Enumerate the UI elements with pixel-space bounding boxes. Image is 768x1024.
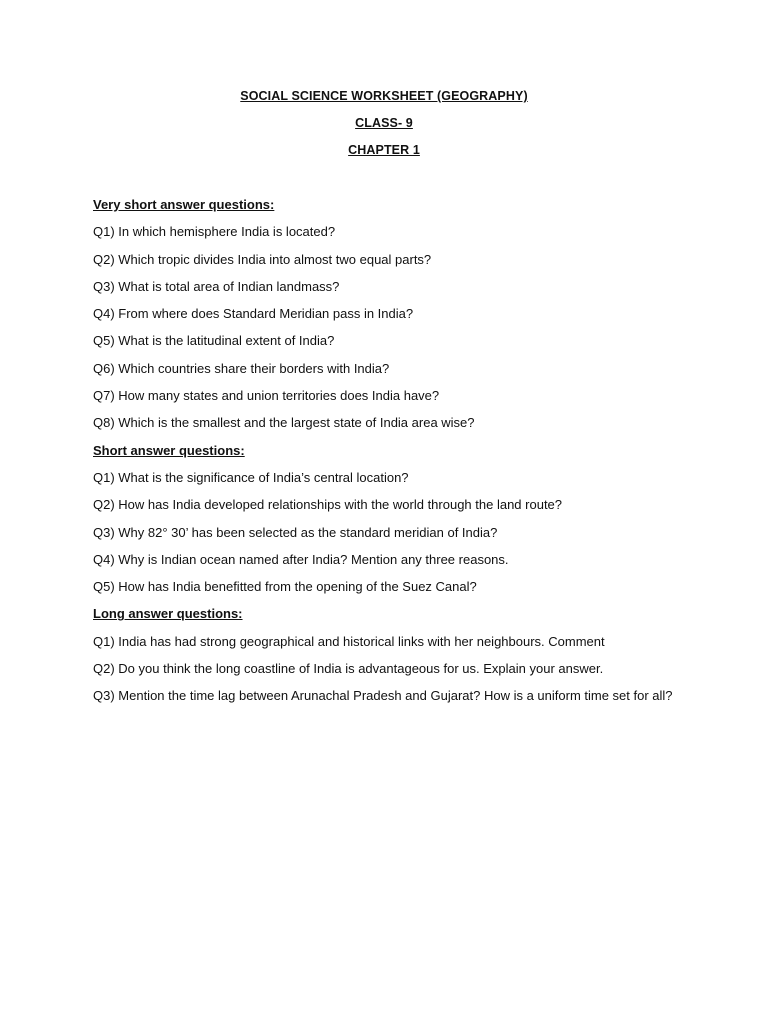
question-short-1: Q1) What is the significance of India’s central location? — [93, 469, 409, 485]
question-long-1: Q1) India has had strong geographical and historical links with her neighbours. Comment — [93, 633, 605, 649]
question-very-short-2: Q2) Which tropic divides India into almost two equal parts? — [93, 251, 432, 267]
question-long-2: Q2) Do you think the long coastline of India is advantageous for us. Explain your answer. — [93, 661, 604, 677]
class-label: CLASS- 9 — [355, 116, 413, 130]
question-short-4: Q4) Why is Indian ocean named after India? Mention any three reasons. — [93, 551, 509, 567]
question-short-3: Q3) Why 82° 30’ has been selected as the standard meridian of India? — [93, 524, 498, 540]
section-heading-short: Short answer questions: — [93, 442, 245, 458]
chapter-label: CHAPTER 1 — [348, 143, 420, 157]
question-short-5: Q5) How has India benefitted from the opening of the Suez Canal? — [93, 579, 477, 595]
question-very-short-8: Q8) Which is the smallest and the largest state of India area wise? — [93, 415, 475, 431]
question-short-2: Q2) How has India developed relationships with the world through the land route? — [93, 497, 563, 513]
question-very-short-7: Q7) How many states and union territories does India have? — [93, 388, 440, 404]
section-heading-very-short: Very short answer questions: — [93, 197, 275, 212]
section-heading-long: Long answer questions: — [93, 606, 243, 622]
question-very-short-3: Q3) What is total area of Indian landmass? — [93, 278, 340, 294]
question-very-short-4: Q4) From where does Standard Meridian pass in India? — [93, 306, 414, 322]
questions-content — [93, 197, 733, 716]
question-very-short-6: Q6) Which countries share their borders with India? — [93, 360, 390, 376]
worksheet-title: SOCIAL SCIENCE WORKSHEET (GEOGRAPHY) — [240, 89, 528, 103]
question-long-3: Q3) Mention the time lag between Arunachal Pradesh and Gujarat? How is a uniform time set for all? — [93, 688, 673, 704]
question-very-short-5: Q5) What is the latitudinal extent of India? — [93, 333, 335, 349]
question-very-short-1: Q1) In which hemisphere India is located? — [93, 224, 336, 240]
